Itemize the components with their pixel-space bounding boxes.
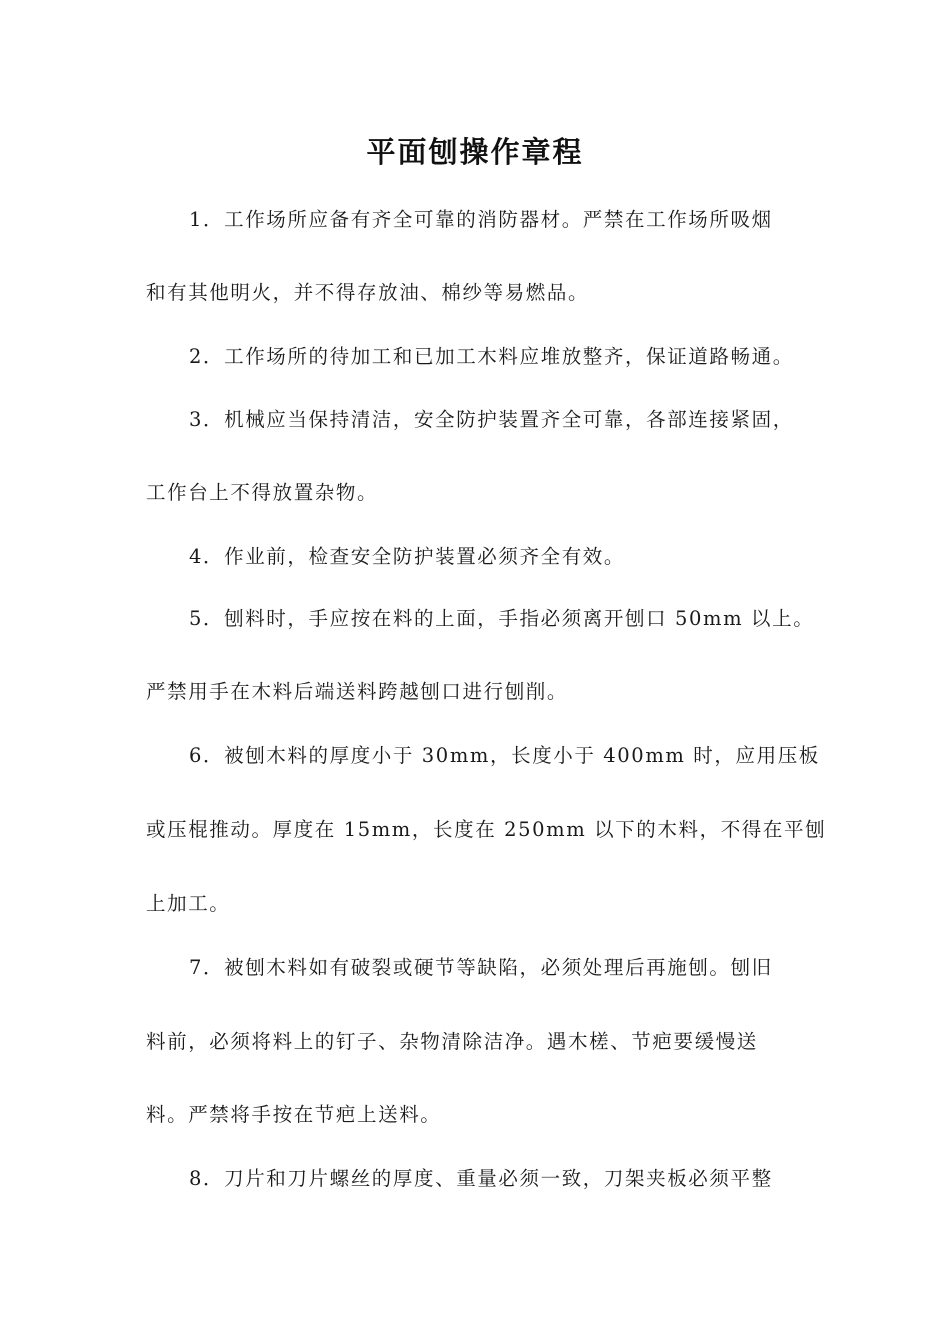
rule-7-line-3: 料。严禁将手按在节疤上送料。 (146, 1103, 442, 1126)
rule-8-line-1: 8．刀片和刀片螺丝的厚度、重量必须一致，刀架夹板必须平整 (189, 1167, 773, 1190)
rule-6-line-2: 或压棍推动。厚度在 15mm，长度在 250mm 以下的木料，不得在平刨 (146, 818, 827, 841)
rule-3-line-1: 3．机械应当保持清洁，安全防护装置齐全可靠，各部连接紧固， (189, 408, 794, 431)
rule-4-line-1: 4．作业前，检查安全防护装置必须齐全有效。 (189, 545, 626, 568)
rule-3-line-2: 工作台上不得放置杂物。 (146, 481, 379, 504)
rule-2-line-1: 2．工作场所的待加工和已加工木料应堆放整齐，保证道路畅通。 (189, 345, 794, 368)
rule-6-line-1: 6．被刨木料的厚度小于 30mm，长度小于 400mm 时，应用压板 (189, 744, 820, 767)
rule-7-line-1: 7．被刨木料如有破裂或硬节等缺陷，必须处理后再施刨。刨旧 (189, 956, 773, 979)
rule-6-line-3: 上加工。 (146, 892, 231, 915)
rule-5-line-1: 5．刨料时，手应按在料的上面，手指必须离开刨口 50mm 以上。 (189, 607, 815, 630)
rule-7-line-2: 料前，必须将料上的钉子、杂物清除洁净。遇木槎、节疤要缓慢送 (146, 1030, 758, 1053)
rule-1-line-2: 和有其他明火，并不得存放油、棉纱等易燃品。 (146, 281, 590, 304)
rule-5-line-2: 严禁用手在木料后端送料跨越刨口进行刨削。 (146, 680, 569, 703)
document-title: 平面刨操作章程 (366, 135, 584, 169)
rule-1-line-1: 1．工作场所应备有齐全可靠的消防器材。严禁在工作场所吸烟 (189, 208, 773, 231)
